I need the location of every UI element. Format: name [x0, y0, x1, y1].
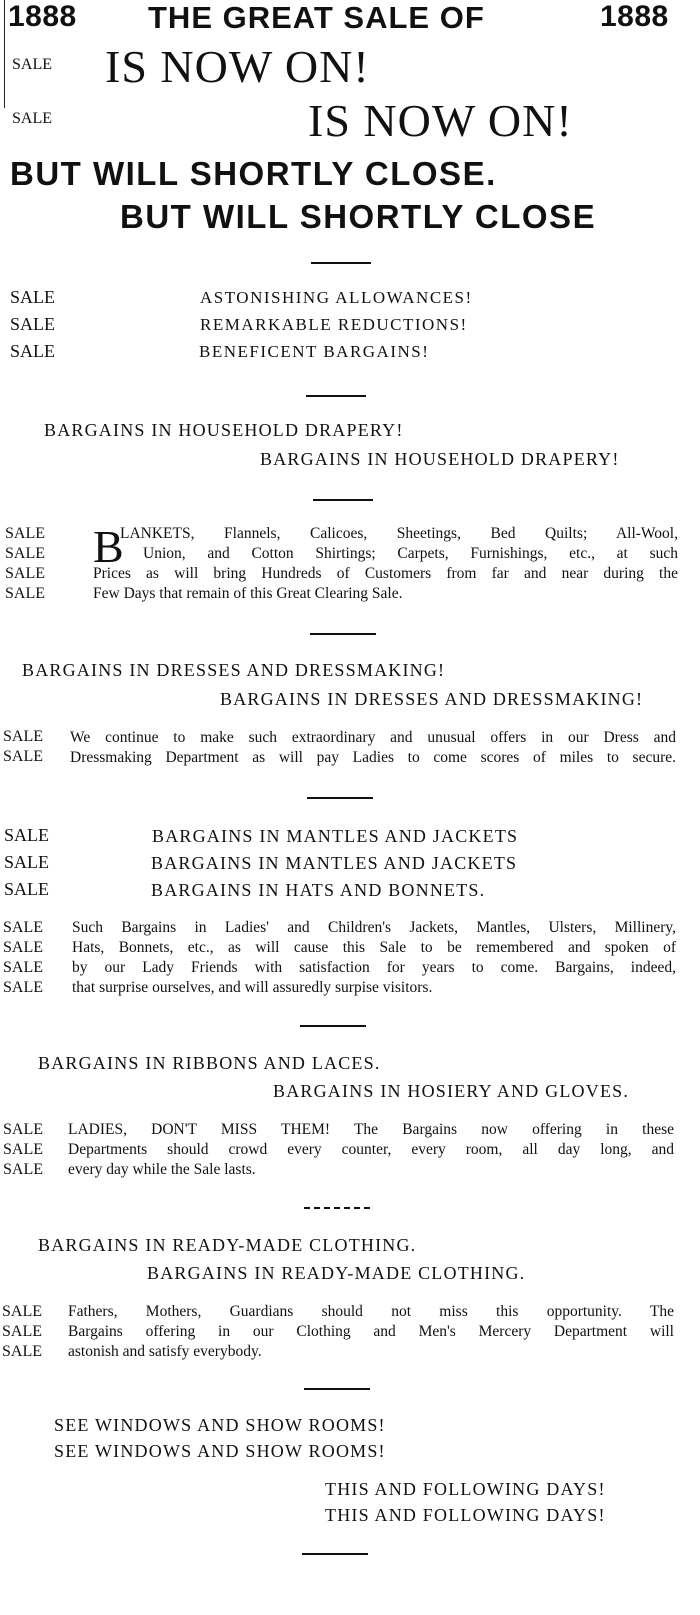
- paragraph-line: Few Days that remain of this Great Clearing Sale.: [93, 585, 403, 602]
- allowance-line: ASTONISHING ALLOWANCES!: [200, 288, 473, 307]
- sale-tag: SALE: [5, 585, 45, 602]
- section-heading: BARGAINS IN READY-MADE CLOTHING.: [147, 1263, 526, 1283]
- paragraph-line: We continue to make such extraordinary and unusual offers in our Dress and: [70, 729, 676, 746]
- paragraph-line: LANKETS, Flannels, Calicoes, Sheetings, Bed Quilts; All-Wool,: [120, 525, 678, 542]
- paragraph-line: Prices as will bring Hundreds of Customers from far and near during the: [93, 565, 678, 582]
- drop-cap: B: [93, 521, 124, 572]
- section-heading: BARGAINS IN MANTLES AND JACKETS: [151, 853, 518, 873]
- paragraph-line: that surprise ourselves, and will assuredly surpise visitors.: [72, 979, 433, 996]
- divider-rule: [302, 1553, 368, 1555]
- shortly-close-line: BUT WILL SHORTLY CLOSE: [120, 198, 597, 235]
- sale-tag: SALE: [3, 1121, 43, 1138]
- divider-rule: [313, 499, 373, 501]
- allowance-line: BENEFICENT BARGAINS!: [199, 342, 430, 361]
- sale-tag: SALE: [2, 1343, 42, 1360]
- sale-column: [3, 1120, 43, 1180]
- sale-tag: SALE: [4, 852, 49, 872]
- paragraph-line: by our Lady Friends with satisfaction for years to come. Bargains, indeed,: [72, 959, 676, 976]
- paragraph-line: LADIES, DON'T MISS THEM! The Bargains now offering in these: [68, 1121, 674, 1138]
- paragraph-line: Dressmaking Department as will pay Ladies to come scores of miles to secure.: [70, 749, 676, 766]
- mantles-paragraph: [72, 918, 676, 998]
- sale-tag: SALE: [4, 879, 49, 899]
- section-heading: BARGAINS IN HOUSEHOLD DRAPERY!: [260, 449, 620, 469]
- sale-column: [2, 1302, 42, 1362]
- sale-column: [3, 727, 43, 767]
- sale-tag: SALE: [3, 939, 43, 956]
- divider-rule: [310, 633, 376, 635]
- left-border-line: [4, 0, 5, 108]
- sale-tag: SALE: [3, 728, 43, 745]
- section-heading: BARGAINS IN DRESSES AND DRESSMAKING!: [220, 689, 644, 709]
- section-heading: BARGAINS IN RIBBONS AND LACES.: [38, 1053, 381, 1073]
- sale-title: THE GREAT SALE OF: [148, 0, 485, 35]
- windows-line: SEE WINDOWS AND SHOW ROOMS!: [54, 1415, 386, 1435]
- ribbons-paragraph: [68, 1120, 674, 1180]
- paragraph-line: Fathers, Mothers, Guardians should not miss this opportunity. The: [68, 1303, 674, 1320]
- paragraph-line: Union, and Cotton Shirtings; Carpets, Furnishings, etc., at such: [143, 545, 678, 562]
- divider-rule: [304, 1207, 370, 1209]
- sale-tag: SALE: [12, 110, 52, 127]
- now-on-headline: IS NOW ON!: [105, 41, 370, 92]
- section-heading: BARGAINS IN READY-MADE CLOTHING.: [38, 1235, 417, 1255]
- section-heading: BARGAINS IN MANTLES AND JACKETS: [152, 826, 519, 846]
- paragraph-line: Hats, Bonnets, etc., as will cause this Sale to be remembered and spoken of: [72, 939, 676, 956]
- sale-tag: SALE: [10, 341, 55, 361]
- sale-tag: SALE: [5, 565, 45, 582]
- section-heading: BARGAINS IN HATS AND BONNETS.: [151, 880, 486, 900]
- divider-rule: [306, 395, 366, 397]
- shortly-close-line: BUT WILL SHORTLY CLOSE.: [10, 155, 497, 192]
- sale-tag: SALE: [3, 748, 43, 765]
- divider-rule: [307, 797, 373, 799]
- clothing-paragraph: [68, 1302, 674, 1362]
- allowance-line: REMARKABLE REDUCTIONS!: [200, 315, 468, 334]
- windows-line: SEE WINDOWS AND SHOW ROOMS!: [54, 1441, 386, 1461]
- sale-tag: SALE: [3, 1141, 43, 1158]
- paragraph-line: Such Bargains in Ladies' and Children's Jackets, Mantles, Ulsters, Millinery,: [72, 919, 676, 936]
- section-heading: BARGAINS IN DRESSES AND DRESSMAKING!: [22, 660, 446, 680]
- sale-tag: SALE: [3, 919, 43, 936]
- sale-tag: SALE: [4, 825, 49, 845]
- paragraph-line: every day while the Sale lasts.: [68, 1161, 256, 1178]
- sale-tag: SALE: [3, 1161, 43, 1178]
- sale-tag: SALE: [12, 56, 52, 73]
- paragraph-line: astonish and satisfy everybody.: [68, 1343, 262, 1360]
- sale-tag: SALE: [10, 314, 55, 334]
- sale-tag: SALE: [2, 1323, 42, 1340]
- paragraph-line: Departments should crowd every counter, every room, all day long, and: [68, 1141, 674, 1158]
- dresses-paragraph: [70, 728, 676, 768]
- year-left: 1888: [8, 0, 77, 33]
- sale-tag: SALE: [10, 287, 55, 307]
- now-on-headline: IS NOW ON!: [308, 95, 573, 146]
- paragraph-line: Bargains offering in our Clothing and Men's Mercery Department will: [68, 1323, 674, 1340]
- sale-tag: SALE: [5, 545, 45, 562]
- following-days-line: THIS AND FOLLOWING DAYS!: [325, 1479, 606, 1499]
- following-days-line: THIS AND FOLLOWING DAYS!: [325, 1505, 606, 1525]
- sale-tag: SALE: [3, 959, 43, 976]
- sale-tag: SALE: [5, 525, 45, 542]
- sale-column: [5, 524, 45, 604]
- sale-tag: SALE: [3, 979, 43, 996]
- divider-rule: [300, 1025, 366, 1027]
- divider-rule: [311, 262, 371, 264]
- household-paragraph: [93, 521, 678, 604]
- sale-tag: SALE: [2, 1303, 42, 1320]
- section-heading: BARGAINS IN HOSIERY AND GLOVES.: [273, 1081, 630, 1101]
- divider-rule: [304, 1388, 370, 1390]
- section-heading: BARGAINS IN HOUSEHOLD DRAPERY!: [44, 420, 404, 440]
- sale-column: [3, 918, 43, 998]
- year-right: 1888: [600, 0, 669, 33]
